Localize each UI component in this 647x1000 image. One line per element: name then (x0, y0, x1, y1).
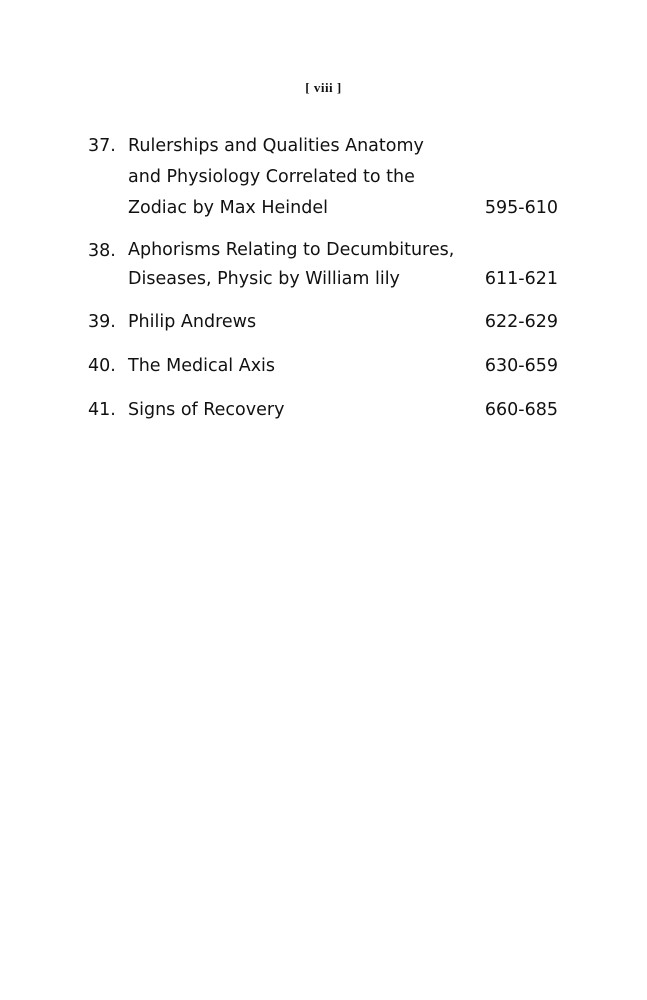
toc-entry (88, 394, 558, 426)
entry-title-line: Philip Andrews (128, 312, 257, 332)
table-of-contents (88, 131, 558, 426)
entry-title-line: Zodiac by Max Heindel (128, 198, 328, 218)
entry-title (128, 350, 468, 382)
entry-title-line: Signs of Recovery (128, 400, 285, 420)
entry-number: 37. (88, 136, 116, 156)
entry-title-line: The Medical Axis (128, 356, 276, 376)
entry-title-line: Aphorisms Relating to Decumbitures, (128, 240, 455, 260)
toc-entry (88, 306, 558, 338)
entry-number: 40. (88, 356, 116, 376)
entry-page-range: 660-685 (484, 400, 558, 420)
entry-title (128, 131, 468, 224)
entry-title (128, 394, 468, 426)
entry-page-range: 595-610 (484, 198, 558, 218)
page-number: [ viii ] (305, 80, 342, 95)
entry-number: 41. (88, 400, 116, 420)
entry-title (128, 306, 468, 338)
entry-title (128, 236, 468, 294)
entry-page-range: 630-659 (484, 356, 558, 376)
entry-title-line: and Physiology Correlated to the (128, 167, 415, 187)
entry-number: 39. (88, 312, 116, 332)
toc-entry (88, 236, 558, 294)
entry-title-line: Diseases, Physic by William lily (128, 269, 400, 289)
entry-page-range: 622-629 (484, 312, 558, 332)
toc-entry (88, 131, 558, 224)
entry-number: 38. (88, 241, 116, 261)
entry-page-range: 611-621 (484, 269, 558, 289)
entry-title-line: Rulerships and Qualities Anatomy (128, 136, 424, 156)
toc-entry (88, 350, 558, 382)
